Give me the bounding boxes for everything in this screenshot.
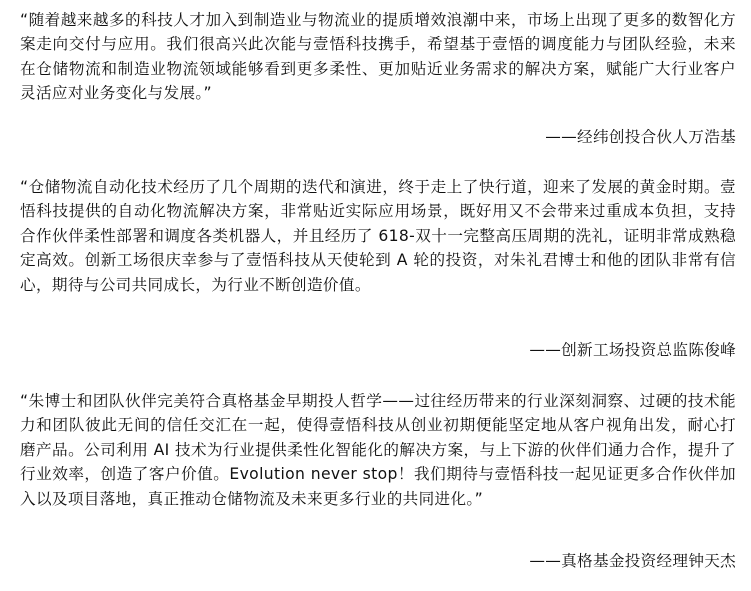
quote-attribution: ——真格基金投资经理钟天杰	[529, 552, 736, 570]
quote-attribution: ——经纬创投合伙人万浩基	[545, 128, 736, 146]
quote-text: “朱博士和团队伙伴完美符合真格基金早期投人哲学——过往经历带来的行业深刻洞察、过硬的技术能力和团队彼此无间的信任交汇在一起，使得壹悟科技从创业初期便能坚定地从客户视角出发，耐心打磨产品。公司利用 AI 技术为行业提供柔性化智能化的解决方案，与上下游的伙伴们通力合作，提升了行业效率，创造了客户价值。Evolution never stop！我们期待与壹悟科技一起见证更多合作伙伴加入以及项目落地，真正推动仓储物流及未来更多行业的共同进化。”	[20, 392, 736, 508]
quote-block-sinovation	[20, 175, 736, 359]
quote-text: “仓储物流自动化技术经历了几个周期的迭代和演进，终于走上了快行道，迎来了发展的黄金时期。壹悟科技提供的自动化物流解决方案，非常贴近实际应用场景，既好用又不会带来过重成本负担，支持合作伙伴柔性部署和调度各类机器人，并且经历了 618-双十一完整高压周期的洗礼，证明非常成熟稳定高效。创新工场很庆幸参与了壹悟科技从天使轮到 A 轮的投资，对朱礼君博士和他的团队非常有信心，期待与公司共同成长，为行业不断创造价值。	[20, 178, 736, 294]
quote-attribution: ——创新工场投资总监陈俊峰	[529, 341, 736, 359]
quote-block-zhenfund	[20, 389, 736, 570]
quote-text: “随着越来越多的科技人才加入到制造业与物流业的提质增效浪潮中来，市场上出现了更多的数智化方案走向交付与应用。我们很高兴此次能与壹悟科技携手，希望基于壹悟的调度能力与团队经验，未来在仓储物流和制造业物流领域能够看到更多柔性、更加贴近业务需求的解决方案，赋能广大行业客户灵活应对业务变化与发展。”	[20, 11, 736, 103]
quote-block-jingwei	[20, 8, 736, 146]
